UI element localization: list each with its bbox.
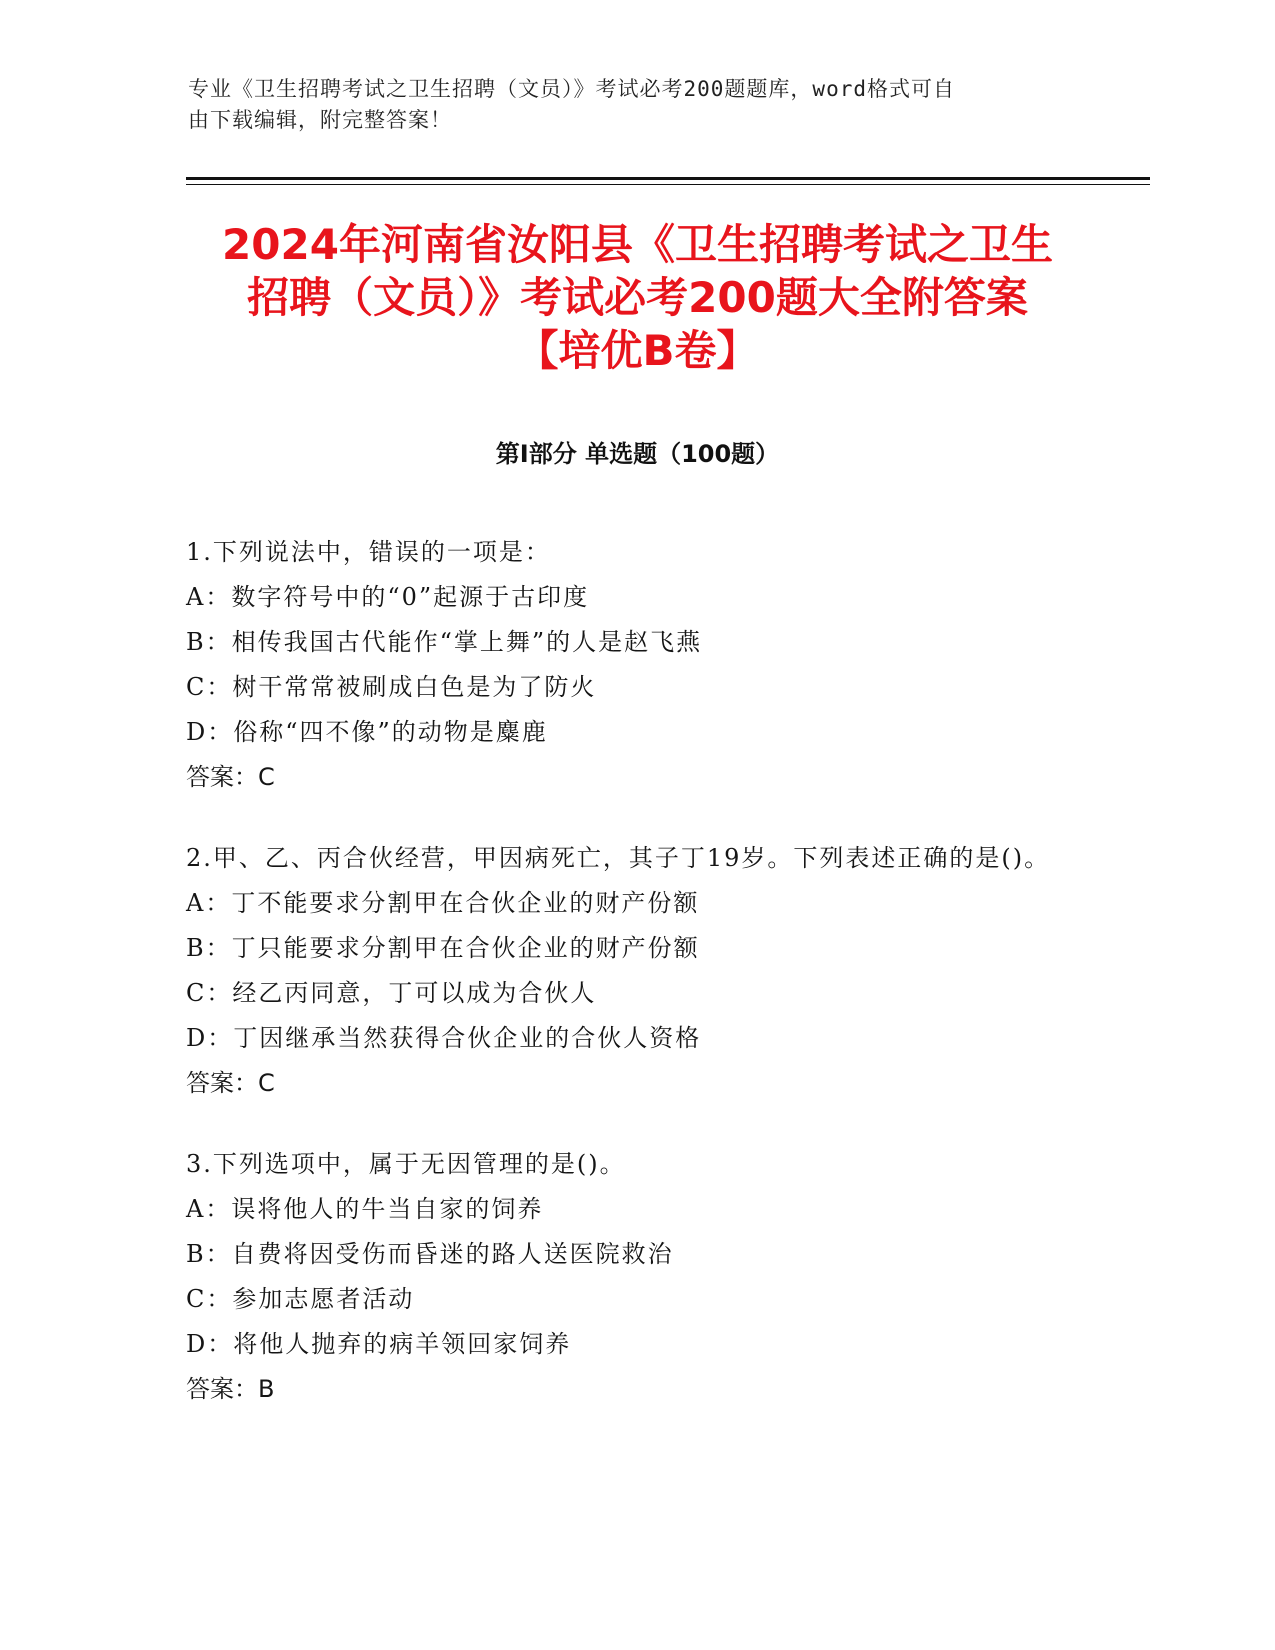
- option-c: C：树干常常被刷成白色是为了防火: [186, 673, 597, 701]
- option-b: B：自费将因受伤而昏迷的路人送医院救治: [186, 1240, 674, 1268]
- document-title-line-1: 2024年河南省汝阳县《卫生招聘考试之卫生: [222, 220, 1053, 269]
- answer: 答案：C: [186, 763, 275, 791]
- option-c: C：经乙丙同意，丁可以成为合伙人: [186, 979, 597, 1007]
- document-title-line-3: 【培优B卷】: [516, 326, 759, 375]
- question-1: [186, 530, 1086, 800]
- question-3: [186, 1142, 1086, 1412]
- question-2: [186, 836, 1086, 1106]
- answer: 答案：C: [186, 1069, 275, 1097]
- header-note-line-1: 专业《卫生招聘考试之卫生招聘（文员）》考试必考200题题库，word格式可自: [188, 77, 955, 101]
- option-d: D：将他人抛弃的病羊领回家饲养: [186, 1330, 572, 1358]
- option-c: C：参加志愿者活动: [186, 1285, 415, 1313]
- option-a: A：丁不能要求分割甲在合伙企业的财产份额: [186, 889, 700, 917]
- question-list: [186, 530, 1086, 1448]
- header-note: [188, 74, 1088, 136]
- answer: 答案：B: [186, 1375, 275, 1403]
- document-title-line-2: 招聘（文员）》考试必考200题大全附答案: [247, 273, 1028, 322]
- option-a: A：数字符号中的“0”起源于古印度: [186, 583, 590, 611]
- document-title: [130, 218, 1145, 377]
- header-note-line-2: 由下载编辑，附完整答案！: [188, 108, 452, 132]
- question-stem: 1.下列说法中，错误的一项是：: [186, 538, 551, 566]
- section-heading: 第I部分 单选题（100题）: [495, 440, 780, 468]
- header-rule-thick: [186, 177, 1150, 180]
- option-d: D：俗称“四不像”的动物是麋鹿: [186, 718, 548, 746]
- question-stem: 3.下列选项中，属于无因管理的是()。: [186, 1150, 626, 1178]
- option-d: D：丁因继承当然获得合伙企业的合伙人资格: [186, 1024, 702, 1052]
- header-rule-thin: [186, 184, 1150, 185]
- option-b: B：丁只能要求分割甲在合伙企业的财产份额: [186, 934, 700, 962]
- question-stem: 2.甲、乙、丙合伙经营，甲因病死亡，其子丁19岁。下列表述正确的是()。: [186, 844, 1051, 872]
- option-a: A：误将他人的牛当自家的饲养: [186, 1195, 544, 1223]
- option-b: B：相传我国古代能作“掌上舞”的人是赵飞燕: [186, 628, 703, 656]
